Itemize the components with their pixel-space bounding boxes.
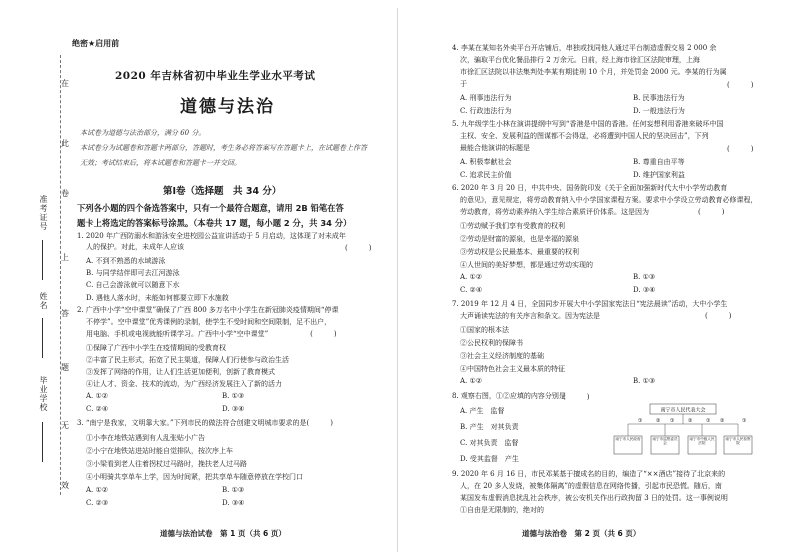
binding-char: 卷 bbox=[61, 189, 69, 198]
page-footer: 道德与法治试卷 第 1 页（共 6 页） bbox=[160, 529, 286, 538]
statement: ②劳动是财富的源泉，也是幸福的源泉 bbox=[460, 235, 579, 243]
option-a: A. ①② bbox=[460, 273, 483, 281]
binding-char: 题 bbox=[61, 363, 69, 372]
option-d: D. ③④ bbox=[222, 499, 245, 507]
statement: ②公民权利的保障书 bbox=[460, 339, 523, 347]
option-d: D. 一般违法行为 bbox=[633, 107, 685, 115]
answer-bracket: ( ) bbox=[727, 81, 754, 89]
secret-mark: 绝密★启用前 bbox=[72, 39, 120, 48]
exam-number-field[interactable] bbox=[42, 240, 43, 280]
diagram-mark: ② bbox=[656, 418, 661, 424]
binding-char: 此 bbox=[61, 139, 69, 148]
option-c: C. ②③ bbox=[86, 499, 109, 507]
question-4-cont: 市徐汇区法院以非法集判处李某有期徒刑 10 个月，并处罚金 2000 元。李某的行为属 bbox=[460, 68, 727, 76]
diagram-box-court: 南宁市中级人民法院 bbox=[689, 437, 715, 446]
question-6-cont: 劳动教育，将劳动素养纳入学生综合素质评价体系。这是因为 ( ) bbox=[460, 208, 725, 216]
option-d: D. ③④ bbox=[222, 405, 245, 413]
statement: ③发挥了网络的作用，让人们生活更加便利，创新了教育模式 bbox=[86, 368, 275, 376]
question-4: 4. 李某在某知名外卖平台开店铺后，串独或找同他人通过平台制造虚假交易 2 000 余 bbox=[452, 44, 717, 52]
question-5: 5. 九年级学生小林在演讲提纲中写到“香港是中国的香港。任何妄想利用香港来破坏中国 bbox=[452, 120, 724, 128]
option-d: D. 维护国家利益 bbox=[633, 171, 685, 179]
question-2-cont: 用电脑、手机或电视就能听课学习。广西中小学“空中课堂” ( ) bbox=[86, 330, 337, 338]
statement: ④让人才、资金、技术的流动，为广西经济发展注入了新的活力 bbox=[86, 380, 282, 388]
statement: ①保障了广西中小学生在疫情期间的受教育权 bbox=[86, 344, 226, 352]
diagram-box-procuratorate: 南宁市人民检察院 bbox=[725, 437, 751, 446]
option-a: A. 刑事违法行为 bbox=[460, 94, 512, 102]
question-4-cont: 次，骗取平台优化餐品排行 2 万余元。日前，经上海市徐汇区法院审理，上海 bbox=[460, 56, 700, 64]
diagram-box-supervision: 南宁市监察委员会 bbox=[652, 437, 678, 446]
school-label: 毕业学校 bbox=[39, 376, 48, 412]
page-footer: 道德与法治卷 第 2 页（共 6 页） bbox=[522, 529, 641, 538]
diagram-mark: ① bbox=[706, 418, 711, 424]
option-b: B. ①③ bbox=[222, 392, 245, 400]
statement: ③劳动权是公民最基本、最重要的权利 bbox=[460, 248, 579, 256]
organization-diagram bbox=[608, 402, 758, 456]
option-a: A. 产生 监督 bbox=[460, 407, 505, 415]
question-6: 6. 2020 年 3 月 20 日，中共中央、国务院印发《关于全面加强新时代大中小学劳动教育 bbox=[452, 184, 728, 192]
option-b: B. 与同学结伴即可去江河游泳 bbox=[86, 269, 180, 277]
question-5-cont: 主权、安全、发展利益的图谋都不会得逞，必将遭到中国人民的坚决回击”，下列 bbox=[460, 132, 709, 140]
question-1-cont: 人的保护。对此，未成年人应该 bbox=[86, 243, 184, 251]
diagram-mark: ② bbox=[720, 418, 725, 424]
subject-title: 道德与法治 bbox=[180, 97, 275, 117]
statement: ①国家的根本法 bbox=[460, 326, 509, 334]
statement: ③社会主义经济制度的基础 bbox=[460, 352, 544, 360]
question-6-cont: 的意见》，意见规定，将劳动教育纳入中小学国家课程方案。要求中小学设立劳动教育必修课程， bbox=[460, 196, 758, 204]
option-c: C. 自己会游泳就可以随意下水 bbox=[86, 281, 180, 289]
statement: ④中国特色社会主义最本质的特征 bbox=[460, 365, 565, 373]
exam-note: 无效；考试结束后，将本试题卷和答题卡一并交回。 bbox=[80, 159, 241, 167]
instruction: 下列各小题的四个备选答案中，只有一个最符合题意，请用 2B 铅笔在答 bbox=[77, 203, 344, 213]
option-b: B. ①③ bbox=[222, 486, 245, 494]
binding-char: 效 bbox=[61, 481, 69, 490]
option-b: B. ①③ bbox=[633, 273, 656, 281]
exam-note: 本试卷分为试题卷和答题卡两部分，答题时，考生务必将答案写在答题卡上，在试题卷上作答 bbox=[80, 144, 367, 152]
option-d: D. 受其监督 产生 bbox=[460, 455, 519, 463]
question-2: 2. 广西中小学“空中课堂”确保了广西 800 多万名中小学生在新冠肺炎疫情期间“停课 bbox=[77, 306, 339, 314]
exam-note: 本试卷为道德与法治部分，满分 60 分。 bbox=[80, 129, 206, 137]
binding-char: 上 bbox=[61, 253, 69, 262]
option-a: A. 不到不熟悉的水域游泳 bbox=[86, 257, 166, 265]
statement: ④人世间的美好梦想，都是通过劳动实现的 bbox=[460, 261, 593, 269]
option-c: C. ②④ bbox=[86, 405, 109, 413]
right-page bbox=[397, 0, 794, 560]
option-a: A. ①② bbox=[460, 377, 483, 385]
name-label: 姓名 bbox=[39, 292, 48, 310]
diagram-mark: ① bbox=[638, 418, 643, 424]
option-c: C. 对其负责 监督 bbox=[460, 439, 519, 447]
binding-char: 在 bbox=[61, 79, 69, 88]
statement: ③小梁看到老人往着拐杖过马路时，挽扶老人过马路 bbox=[86, 460, 247, 468]
school-field[interactable] bbox=[42, 422, 43, 462]
diagram-mark: ② bbox=[688, 418, 693, 424]
diagram-mark: ① bbox=[742, 418, 747, 424]
question-2-cont: 不停学”。空中课堂”优秀课例的录制，使学生不受时间和空间限制，足不出户， bbox=[86, 318, 332, 326]
option-a: A. ①② bbox=[86, 392, 109, 400]
statement: ②小宁在地铁站进站时能自觉排队，按次序上车 bbox=[86, 447, 233, 455]
question-7: 7. 2019 年 12 月 4 日，全国同步开展大中小学国家宪法日“宪法晨读”活动，大中小学生 bbox=[452, 300, 728, 308]
option-d: D. 遇他人落水时，未能如何都要立即下水施救 bbox=[86, 294, 229, 302]
question-8: 8. 观察右图，①②应填的内容分别是 bbox=[452, 392, 566, 400]
statement: ①劳动赋予我们享有受教育的权利 bbox=[460, 222, 565, 230]
binding-char: 答 bbox=[61, 309, 69, 318]
option-b: B. 尊重自由平等 bbox=[633, 158, 685, 166]
exam-number-label: 准考证号 bbox=[39, 195, 48, 231]
option-d: D. ③④ bbox=[633, 286, 656, 294]
option-c: C. 行政违法行为 bbox=[460, 107, 512, 115]
instruction: 题卡上将选定的答案标号涂黑。（本卷共 17 题，每小题 2 分，共 34 分） bbox=[77, 218, 352, 228]
statement: ④小明骑共享单车上学，因为时间紧，把共享单车随意停放在学校门口 bbox=[86, 473, 303, 481]
part-title: 第Ⅰ卷（选择题 共 34 分） bbox=[163, 186, 282, 197]
name-field[interactable] bbox=[42, 318, 43, 358]
answer-bracket: ( ) bbox=[563, 393, 590, 401]
question-9: 9. 2020 年 6 月 16 日，市民邓某基于擅成名的目的，编造了“××酒店”接待了北京来的 bbox=[452, 470, 726, 478]
answer-bracket: ( ) bbox=[727, 145, 754, 153]
question-1: 1. 2020 年广西防溺水和游泳安全进校园公益宣讲活动于 5 月启动，这体现了对未成年 bbox=[77, 232, 346, 240]
answer-bracket: ( ) bbox=[345, 244, 372, 252]
option-c: C. ②④ bbox=[460, 286, 483, 294]
question-9-cont: 人，在 20 多人发烧，被集体隔离”的虚假信息在网络传播，引起市民恐慌。随后，南 bbox=[460, 482, 722, 490]
option-a: A. ①② bbox=[86, 486, 109, 494]
option-b: B. ①③ bbox=[633, 377, 656, 385]
exam-title: 2020 年吉林省初中毕业生学业水平考试 bbox=[115, 70, 316, 82]
statement: ②丰富了民主形式，拓宽了民主渠道，保障人们行使参与政治生活 bbox=[86, 356, 289, 364]
question-4-cont: 于 bbox=[460, 80, 467, 88]
option-a: A. 积极奉献社会 bbox=[460, 158, 512, 166]
option-c: C. 追求民主价值 bbox=[460, 171, 512, 179]
binding-char: 无 bbox=[61, 421, 69, 430]
question-3: 3. “南宁是我家，文明靠大家。”下列市民的做法符合创建文明城市要求的是( ) bbox=[77, 419, 334, 427]
option-b: B. 民事违法行为 bbox=[633, 94, 685, 102]
diagram-mark: ① bbox=[670, 418, 675, 424]
question-5-cont: 最能合他演讲的标题是 bbox=[460, 144, 530, 152]
diagram-top-label: 南宁市人民代表大会 bbox=[660, 407, 706, 414]
question-9-cont: ①自由是无限制的，绝对的 bbox=[460, 506, 544, 514]
statement: ①小李在地铁站遇到有人乱张贴小广告 bbox=[86, 434, 205, 442]
question-9-cont: 某国发布虚假消息扰乱社会秩序，被公安机关作出行政拘留 3 日的处罚。这一事例说明 bbox=[460, 494, 728, 502]
question-7-cont: 大声诵读宪法的有关序言和条文。因为宪法是 ( ) bbox=[460, 312, 732, 320]
option-b: B. 产生 对其负责 bbox=[460, 423, 519, 431]
diagram-box-government: 南宁市人民政府 bbox=[615, 437, 641, 441]
